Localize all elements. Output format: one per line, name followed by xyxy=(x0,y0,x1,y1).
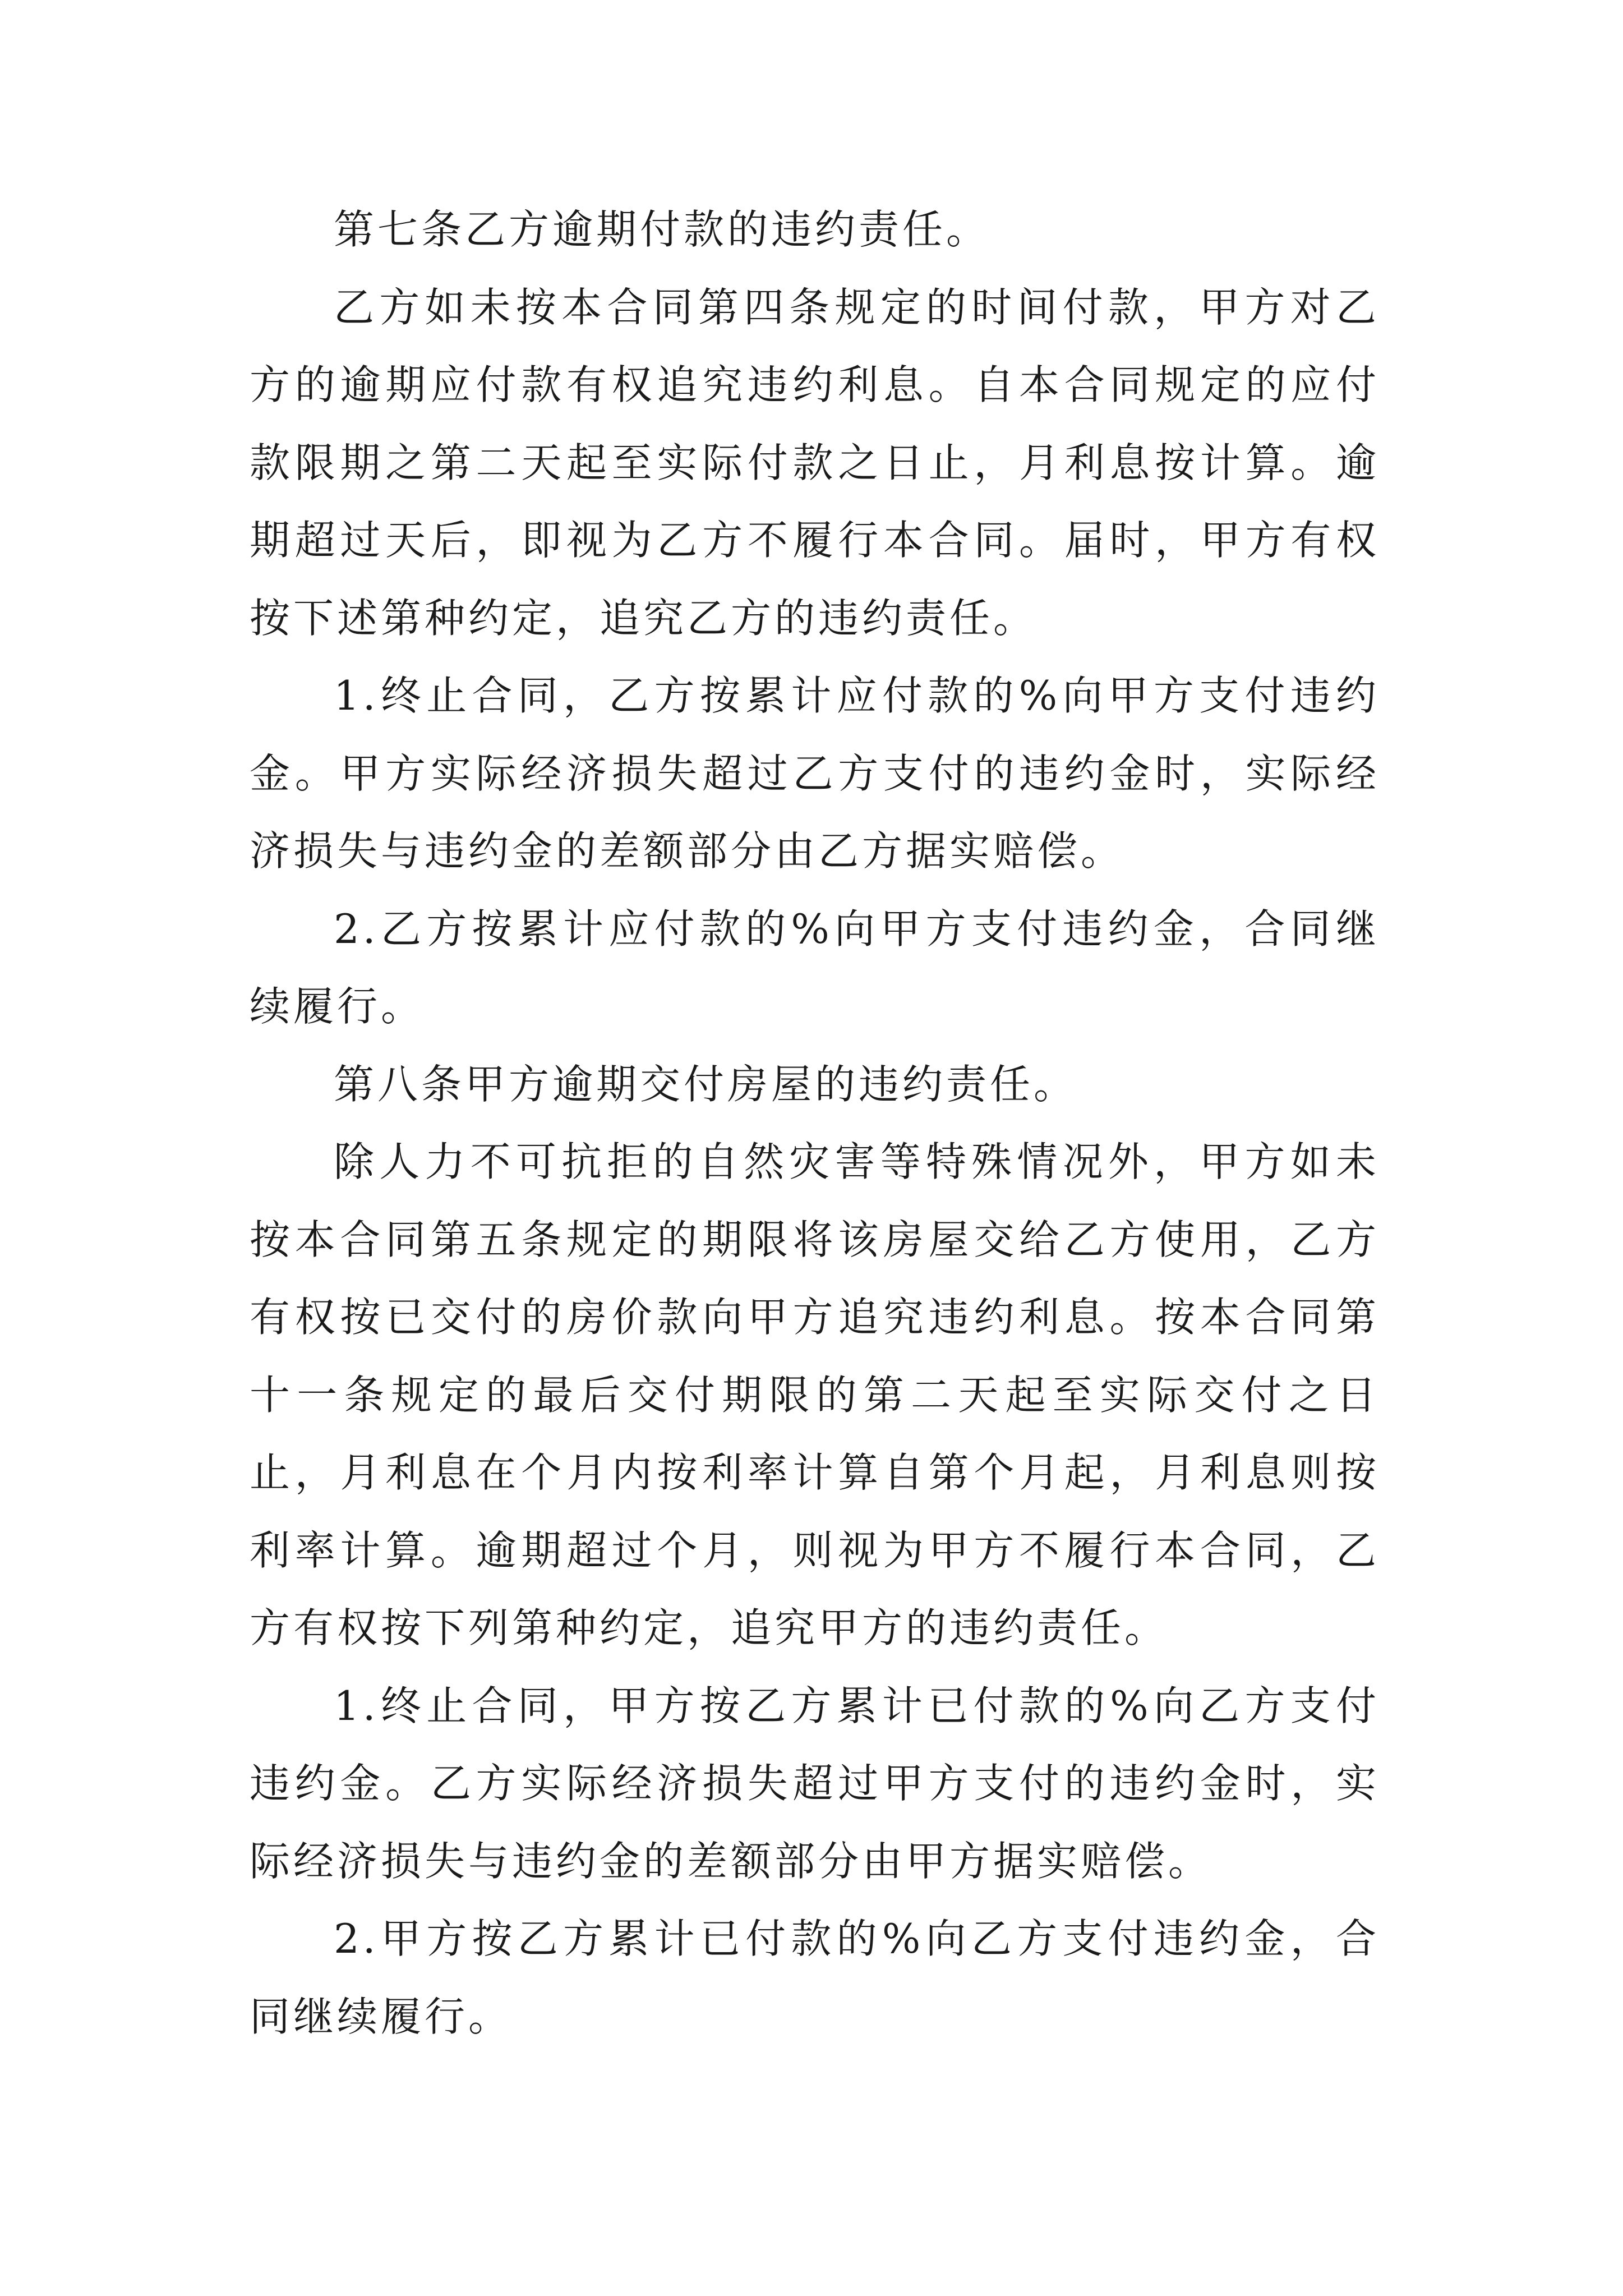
article-7-body: 乙方如未按本合同第四条规定的时间付款，甲方对乙方的逾期应付款有权追究违约利息。自本合同规定的应付款限期之第二天起至实际付款之日止，月利息按计算。逾期超过天后，即视为乙方不履行本合同。届时，甲方有权按下述第种约定，追究乙方的违约责任。 xyxy=(250,283,1380,642)
document-body xyxy=(250,191,1380,2055)
article-7-heading: 第七条乙方逾期付款的违约责任。 xyxy=(334,206,990,253)
article-8-option-2: 2.甲方按乙方累计已付款的%向乙方支付违约金，合同继续履行。 xyxy=(250,1915,1380,2040)
article-8-heading: 第八条甲方逾期交付房屋的违约责任。 xyxy=(334,1060,1078,1108)
article-8-body: 除人力不可抗拒的自然灾害等特殊情况外，甲方如未按本合同第五条规定的期限将该房屋交给乙方使用，乙方有权按已交付的房价款向甲方追究违约利息。按本合同第十一条规定的最后交付期限的第二天起至实际交付之日止，月利息在个月内按利率计算自第个月起，月利息则按利率计算。逾期超过个月，则视为甲方不履行本合同，乙方有权按下列第种约定，追究甲方的违约责任。 xyxy=(250,1138,1380,1651)
article-8-option-1: 1.终止合同，甲方按乙方累计已付款的%向乙方支付违约金。乙方实际经济损失超过甲方支付的违约金时，实际经济损失与违约金的差额部分由甲方据实赔偿。 xyxy=(250,1682,1380,1885)
article-7-option-1: 1.终止合同，乙方按累计应付款的%向甲方支付违约金。甲方实际经济损失超过乙方支付的违约金时，实际经济损失与违约金的差额部分由乙方据实赔偿。 xyxy=(250,672,1380,875)
article-7-option-2: 2.乙方按累计应付款的%向甲方支付违约金，合同继续履行。 xyxy=(250,905,1380,1030)
